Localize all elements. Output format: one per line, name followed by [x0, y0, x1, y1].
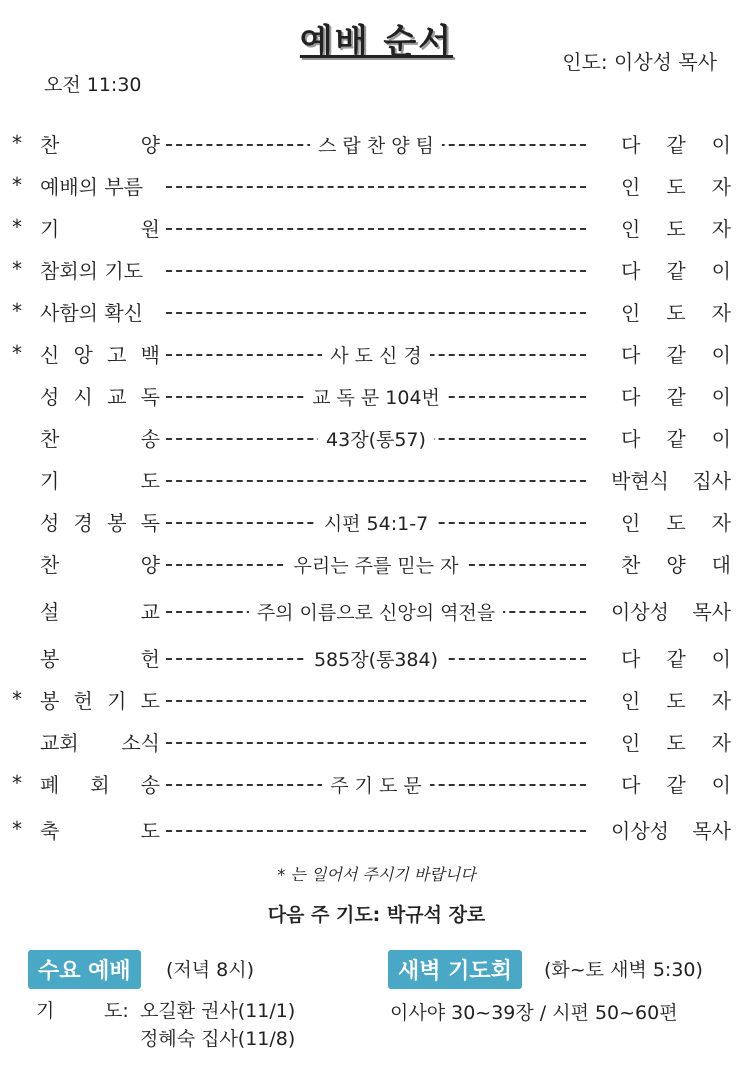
order-item-label	[40, 379, 160, 415]
leader-dashes	[166, 228, 586, 230]
order-item-responsible-part: 목사	[692, 600, 731, 624]
standing-marker: *	[12, 687, 22, 711]
order-item-detail	[166, 379, 586, 416]
leader-dashes	[166, 480, 586, 482]
dawn-reading: 이사야 30~39장 / 시편 50~60편	[390, 1002, 678, 1024]
standing-marker: *	[12, 131, 22, 155]
order-item-label-part: 시	[73, 385, 93, 409]
order-item-responsible-part: 인	[621, 689, 641, 713]
leader-dashes	[166, 186, 586, 188]
order-item-label-part: 소식	[121, 731, 160, 755]
order-item-detail-text: 사 도 신 경	[322, 345, 430, 367]
order-item-responsible	[621, 379, 731, 415]
order-item-responsible-part: 같	[666, 773, 686, 797]
order-item-label	[40, 505, 160, 541]
order-item-responsible	[621, 295, 731, 331]
order-item-label-part: 봉	[40, 647, 60, 671]
order-item-label-part: 축	[40, 819, 60, 843]
order-item-responsible	[611, 463, 731, 499]
order-item-label	[40, 463, 160, 499]
leader-dashes	[166, 312, 586, 314]
order-item-detail-text: 우리는 주를 믿는 자	[286, 555, 467, 577]
order-item-detail-text: 주의 이름으로 신앙의 역전을	[249, 602, 503, 624]
order-row	[0, 505, 753, 541]
order-item-label	[40, 725, 160, 761]
order-item-label	[40, 641, 160, 677]
order-item-detail	[166, 767, 586, 804]
wednesday-prayer-1: 오길환 권사(11/1)	[140, 1000, 296, 1022]
order-item-label-part: 사함의 확신	[40, 301, 143, 325]
leader-dashes	[166, 742, 586, 744]
order-item-detail-text: 시편 54:1-7	[316, 513, 436, 535]
leader-dashes	[166, 700, 586, 702]
order-item-label-part: 독	[140, 511, 160, 535]
order-item-label-part: 고	[107, 343, 127, 367]
order-item-label	[40, 169, 160, 205]
order-item-label	[40, 295, 160, 331]
order-item-responsible-part: 이상성	[611, 600, 669, 624]
order-item-responsible-part: 이	[711, 647, 731, 671]
order-row	[0, 337, 753, 373]
order-item-responsible	[621, 337, 731, 373]
order-item-responsible-part: 자	[711, 175, 731, 199]
order-item-responsible-part: 이	[711, 133, 731, 157]
order-item-responsible-part: 도	[666, 511, 686, 535]
order-item-responsible-part: 인	[621, 217, 641, 241]
standing-marker: *	[12, 299, 22, 323]
order-row	[0, 211, 753, 247]
wednesday-service-time: (저녁 8시)	[166, 959, 255, 981]
order-item-label	[40, 337, 160, 373]
order-row	[0, 253, 753, 289]
order-item-detail	[166, 505, 586, 542]
order-item-label-part: 예배의 부름	[40, 175, 143, 199]
order-item-label-part: 신	[40, 343, 60, 367]
order-item-responsible-part: 이	[711, 343, 731, 367]
next-week-prayer: 다음 주 기도: 박규석 장로	[267, 904, 486, 926]
order-item-responsible-part: 이	[711, 427, 731, 451]
dawn-prayer-badge: 새벽 기도회	[388, 950, 522, 989]
order-item-label-part: 경	[73, 511, 93, 535]
order-item-label	[40, 253, 160, 289]
order-item-detail-text: 스 랍 찬 양 팀	[310, 135, 442, 157]
order-item-responsible-part: 다	[621, 385, 641, 409]
order-item-responsible-part: 같	[666, 259, 686, 283]
order-row	[0, 127, 753, 163]
wednesday-prayer-label-2: 도:	[104, 1000, 129, 1022]
service-time: 오전 11:30	[44, 74, 142, 96]
order-item-responsible-part: 같	[666, 385, 686, 409]
order-item-responsible	[611, 594, 731, 630]
order-item-responsible	[621, 683, 731, 719]
order-item-responsible	[621, 725, 731, 761]
order-item-responsible-part: 인	[621, 301, 641, 325]
order-item-responsible-part: 인	[621, 175, 641, 199]
standing-marker: *	[12, 257, 22, 281]
order-item-label-part: 기	[40, 469, 60, 493]
standing-marker: *	[12, 173, 22, 197]
order-item-detail-text: 43장(통57)	[318, 429, 434, 451]
order-row	[0, 813, 753, 849]
order-item-responsible-part: 같	[666, 343, 686, 367]
order-row	[0, 463, 753, 499]
order-item-responsible-part: 집사	[692, 469, 731, 493]
order-item-label-part: 헌	[140, 647, 160, 671]
order-item-label-part: 교	[140, 600, 160, 624]
order-item-responsible-part: 자	[711, 731, 731, 755]
order-item-label	[40, 813, 160, 849]
order-item-label-part: 폐	[40, 773, 60, 797]
order-row	[0, 594, 753, 630]
order-item-responsible-part: 같	[666, 647, 686, 671]
order-item-label-part: 독	[140, 385, 160, 409]
order-item-responsible	[621, 169, 731, 205]
wednesday-service-badge: 수요 예배	[28, 950, 141, 989]
order-item-responsible-part: 도	[666, 175, 686, 199]
dawn-prayer-time: (화~토 새벽 5:30)	[544, 959, 703, 981]
order-item-label-part: 백	[140, 343, 160, 367]
order-item-responsible-part: 도	[666, 217, 686, 241]
order-item-responsible-part: 다	[621, 427, 641, 451]
order-item-responsible-part: 다	[621, 343, 641, 367]
order-item-responsible	[621, 767, 731, 803]
order-item-label-part: 도	[140, 469, 160, 493]
order-row	[0, 295, 753, 331]
order-item-label-part: 도	[140, 689, 160, 713]
order-item-label	[40, 211, 160, 247]
order-item-detail-text: 교 독 문 104번	[304, 387, 448, 409]
order-item-label-part: 기	[107, 689, 127, 713]
order-item-label-part: 찬	[40, 133, 60, 157]
order-item-label-part: 양	[140, 133, 160, 157]
order-item-label-part: 성	[40, 385, 60, 409]
order-item-label-part: 설	[40, 600, 60, 624]
order-item-responsible	[621, 547, 731, 583]
order-item-responsible-part: 목사	[692, 819, 731, 843]
standing-marker: *	[12, 771, 22, 795]
order-item-label-part: 성	[40, 511, 60, 535]
order-item-detail-text: 585장(통384)	[306, 649, 446, 671]
order-item-label-part: 송	[140, 773, 160, 797]
order-item-responsible	[611, 813, 731, 849]
order-item-responsible-part: 양	[666, 553, 686, 577]
order-item-responsible-part: 같	[666, 427, 686, 451]
order-item-responsible-part: 도	[666, 689, 686, 713]
order-item-label-part: 참회의 기도	[40, 259, 143, 283]
order-item-detail	[166, 421, 586, 458]
worship-leader: 인도: 이상성 목사	[562, 50, 717, 74]
page-title: 예배 순서	[299, 22, 454, 62]
order-item-label	[40, 421, 160, 457]
leader-dashes	[166, 830, 586, 832]
order-item-label-part: 원	[140, 217, 160, 241]
order-item-responsible-part: 같	[666, 133, 686, 157]
order-item-responsible-part: 다	[621, 133, 641, 157]
order-item-responsible-part: 이상성	[611, 819, 669, 843]
order-item-responsible-part: 다	[621, 773, 641, 797]
order-item-label-part: 찬	[40, 553, 60, 577]
standing-marker: *	[12, 215, 22, 239]
order-item-responsible-part: 자	[711, 217, 731, 241]
order-item-label-part: 교회	[40, 731, 79, 755]
order-item-responsible	[621, 253, 731, 289]
order-item-label	[40, 683, 160, 719]
order-item-detail	[166, 127, 586, 164]
order-item-label-part: 봉	[40, 689, 60, 713]
wednesday-prayer-2: 정혜숙 집사(11/8)	[140, 1028, 296, 1050]
order-item-responsible	[621, 211, 731, 247]
order-item-label-part: 송	[140, 427, 160, 451]
order-item-label-part: 찬	[40, 427, 60, 451]
order-item-responsible	[621, 421, 731, 457]
order-item-responsible	[621, 641, 731, 677]
order-item-responsible	[621, 127, 731, 163]
standing-marker: *	[12, 817, 22, 841]
order-item-responsible-part: 박현식	[611, 469, 669, 493]
order-item-responsible-part: 인	[621, 731, 641, 755]
order-item-responsible-part: 이	[711, 773, 731, 797]
order-item-label	[40, 767, 160, 803]
order-item-responsible-part: 자	[711, 511, 731, 535]
order-item-label	[40, 127, 160, 163]
order-row	[0, 725, 753, 761]
order-item-responsible-part: 자	[711, 301, 731, 325]
order-row	[0, 169, 753, 205]
order-item-detail-text: 주 기 도 문	[322, 775, 430, 797]
order-item-detail	[166, 641, 586, 678]
order-item-label-part: 회	[90, 773, 110, 797]
order-item-label-part: 앙	[73, 343, 93, 367]
order-item-responsible-part: 자	[711, 689, 731, 713]
order-item-responsible	[621, 505, 731, 541]
order-item-label-part: 헌	[73, 689, 93, 713]
order-item-label-part: 도	[140, 819, 160, 843]
order-item-detail	[166, 594, 586, 631]
leader-dashes	[166, 270, 586, 272]
wednesday-prayer-label: 기	[36, 1000, 55, 1022]
order-item-responsible-part: 인	[621, 511, 641, 535]
standing-marker: *	[12, 341, 22, 365]
order-row	[0, 641, 753, 677]
order-item-label	[40, 594, 160, 630]
standing-note: * 는 일어서 주시기 바랍니다	[277, 865, 476, 884]
order-row	[0, 547, 753, 583]
order-item-responsible-part: 찬	[621, 553, 641, 577]
order-item-responsible-part: 다	[621, 647, 641, 671]
order-item-responsible-part: 도	[666, 731, 686, 755]
order-item-responsible-part: 이	[711, 385, 731, 409]
order-row	[0, 767, 753, 803]
order-item-responsible-part: 다	[621, 259, 641, 283]
order-item-detail	[166, 547, 586, 584]
order-item-responsible-part: 도	[666, 301, 686, 325]
order-item-label-part: 교	[107, 385, 127, 409]
order-row	[0, 683, 753, 719]
order-item-label-part: 양	[140, 553, 160, 577]
order-item-detail	[166, 337, 586, 374]
order-row	[0, 421, 753, 457]
order-row	[0, 379, 753, 415]
order-item-label-part: 기	[40, 217, 60, 241]
order-item-label-part: 봉	[107, 511, 127, 535]
order-item-label	[40, 547, 160, 583]
order-item-responsible-part: 대	[711, 553, 731, 577]
order-item-responsible-part: 이	[711, 259, 731, 283]
